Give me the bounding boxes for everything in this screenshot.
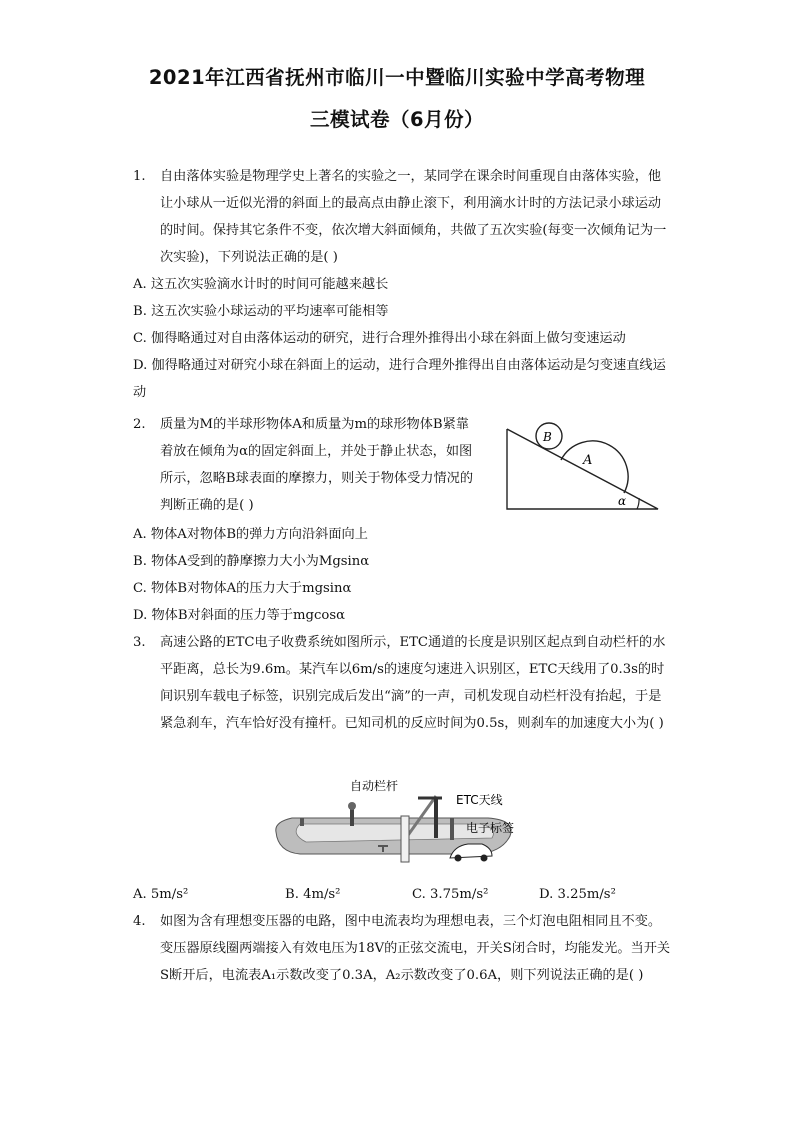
etc-figure xyxy=(270,776,520,868)
label-b: B xyxy=(543,430,552,444)
label-tag: 电子标签 xyxy=(466,821,515,835)
question-1 xyxy=(133,163,673,271)
option-b: B. 这五次实验小球运动的平均速率可能相等 xyxy=(133,304,389,319)
angle-arc xyxy=(637,498,639,509)
question-stem: 质量为M的半球形物体A和质量为m的球形物体B紧靠着放在倾角为α的固定斜面上，并处于静止状态，如图所示，忽略B球表面的摩擦力，则关于物体受力情况的判断正确的是( ) xyxy=(160,417,474,513)
option-d: D. 物体B对斜面的压力等于mgcosα xyxy=(133,608,345,623)
label-gate: 自动栏杆 xyxy=(350,779,399,793)
label-a: A xyxy=(583,453,593,468)
option-a: A. 物体A对物体B的弹力方向沿斜面向上 xyxy=(133,527,368,542)
label-antenna: ETC天线 xyxy=(456,793,503,807)
question-4 xyxy=(133,908,673,989)
option-d: D. 伽得略通过对研究小球在斜面上的运动，进行合理外推得出自由落体运动是匀变速直线运动 xyxy=(133,358,666,400)
question-stem: 自由落体实验是物理学史上著名的实验之一，某同学在课余时间重现自由落体实验，他让小球从一近似光滑的斜面上的最高点由静止滚下，利用滴水计时的方法记录小球运动的时间。保持其它条件不变，依次增大斜面倾角，共做了五次实验(每变一次倾角记为一次实验)，下列说法正确的是( ) xyxy=(160,169,667,265)
option-c: C. 物体B对物体A的压力大于mgsinα xyxy=(133,581,352,596)
question-number: 3. xyxy=(133,635,146,650)
option-b: B. 4m/s² xyxy=(285,887,341,902)
label-alpha: α xyxy=(618,494,627,508)
incline-figure xyxy=(503,417,663,513)
question-2 xyxy=(133,411,473,519)
option-b: B. 物体A受到的静摩擦力大小为Mgsinα xyxy=(133,554,370,569)
paper-title-line1: 2021年江西省抚州市临川一中暨临川实验中学高考物理 xyxy=(148,66,646,89)
question-number: 4. xyxy=(133,914,146,929)
option-a: A. 这五次实验滴水计时的时间可能越来越长 xyxy=(133,277,389,292)
paper-title-line2: 三模试卷（6月份） xyxy=(309,108,485,131)
option-a: A. 5m/s² xyxy=(133,887,189,902)
question-number: 1. xyxy=(133,169,146,184)
hemisphere-a xyxy=(561,441,628,493)
option-c: C. 伽得略通过对自由落体运动的研究，进行合理外推得出小球在斜面上做匀变速运动 xyxy=(133,331,626,346)
question-stem: 高速公路的ETC电子收费系统如图所示，ETC通道的长度是识别区起点到自动栏杆的水平距离，总长为9.6m。某汽车以6m/s的速度匀速进入识别区，ETC天线用了0.3s的时间识别车载电子标签，识别完成后发出“滴”的一声，司机发现自动栏杆没有抬起，于是紧急刹车，汽车恰好没有撞杆。已知司机的反应时间为0.5s，则刹车的加速度大小为( ) xyxy=(160,635,666,731)
question-stem: 如图为含有理想变压器的电路，图中电流表均为理想电表，三个灯泡电阻相同且不变。变压器原线圈两端接入有效电压为18V的正弦交流电，开关S闭合时，均能发光。当开关S断开后，电流表A₁示数改变了0.3A，A₂示数改变了0.6A，则下列说法正确的是( ) xyxy=(160,914,671,983)
question-3 xyxy=(133,629,673,737)
option-d: D. 3.25m/s² xyxy=(539,887,616,902)
incline-triangle xyxy=(507,429,658,509)
question-number: 2. xyxy=(133,417,146,432)
option-c: C. 3.75m/s² xyxy=(412,887,489,902)
